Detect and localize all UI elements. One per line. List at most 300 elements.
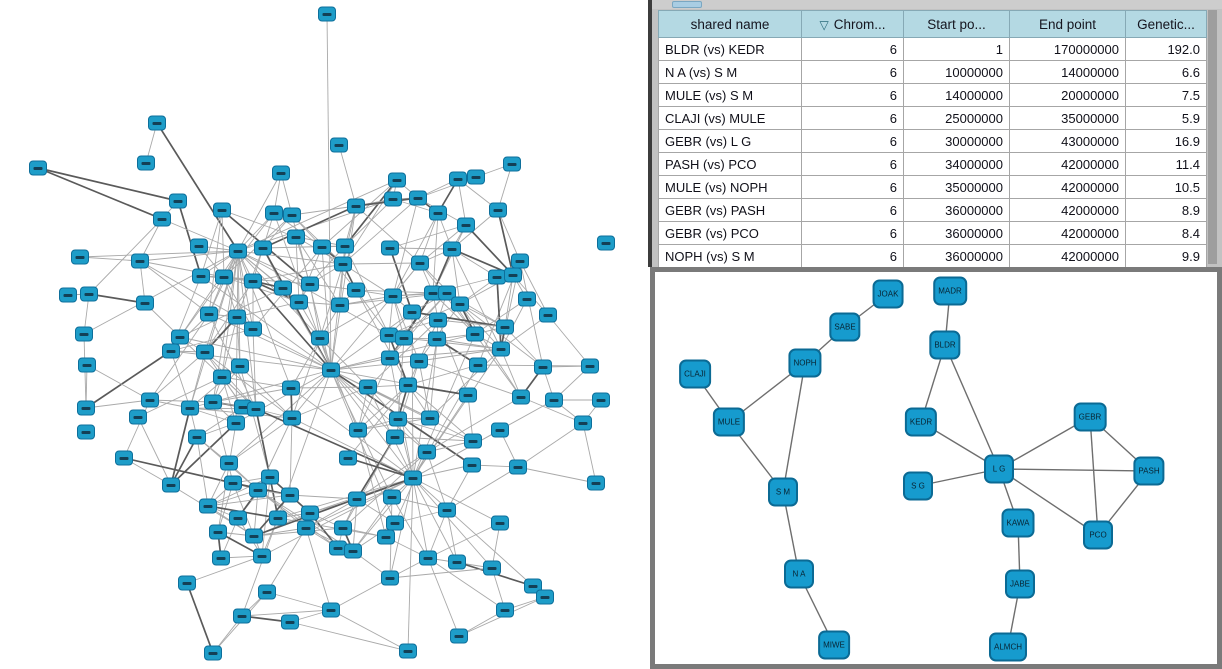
network-node[interactable] bbox=[318, 7, 336, 22]
node-label-smudge bbox=[344, 457, 353, 460]
network-node[interactable] bbox=[196, 345, 214, 360]
network-node[interactable] bbox=[539, 308, 557, 323]
node-label-smudge bbox=[220, 276, 229, 279]
node-label-smudge bbox=[501, 326, 510, 329]
network-node[interactable] bbox=[334, 257, 352, 272]
column-header-end-point[interactable] bbox=[1010, 11, 1126, 38]
network-node[interactable] bbox=[115, 451, 133, 466]
network-node[interactable] bbox=[404, 471, 422, 486]
network-node[interactable] bbox=[78, 358, 96, 373]
network-node[interactable] bbox=[269, 511, 287, 526]
network-node[interactable] bbox=[451, 297, 469, 312]
table-cell[interactable]: 6 bbox=[802, 84, 904, 107]
network-node[interactable] bbox=[587, 476, 605, 491]
network-node[interactable] bbox=[469, 358, 487, 373]
network-node[interactable] bbox=[129, 410, 147, 425]
node-label-smudge bbox=[286, 621, 295, 624]
network-node[interactable] bbox=[419, 551, 437, 566]
network-node[interactable] bbox=[450, 629, 468, 644]
network-node[interactable] bbox=[322, 363, 340, 378]
table-cell[interactable]: 6 bbox=[802, 38, 904, 61]
column-header-shared-name[interactable] bbox=[659, 11, 802, 38]
node-label-smudge bbox=[474, 364, 483, 367]
network-node[interactable] bbox=[386, 516, 404, 531]
horizontal-scrollbar[interactable] bbox=[652, 0, 1222, 9]
network-node[interactable] bbox=[496, 603, 514, 618]
node-label-smudge bbox=[158, 218, 167, 221]
network-node[interactable] bbox=[421, 411, 439, 426]
network-node[interactable] bbox=[181, 401, 199, 416]
network-node[interactable] bbox=[245, 529, 263, 544]
network-node[interactable] bbox=[381, 571, 399, 586]
table-cell[interactable]: 6 bbox=[802, 107, 904, 130]
network-node[interactable] bbox=[597, 236, 615, 251]
table-cell[interactable]: 6 bbox=[802, 222, 904, 245]
table-cell[interactable]: N A (vs) S M bbox=[659, 61, 802, 84]
network-node[interactable] bbox=[511, 254, 529, 269]
node-s-m[interactable] bbox=[768, 478, 798, 507]
node-kedr[interactable] bbox=[905, 408, 937, 437]
network-node[interactable] bbox=[359, 380, 377, 395]
network-node[interactable] bbox=[171, 330, 189, 345]
table-cell[interactable]: 34000000 bbox=[904, 153, 1010, 176]
node-pco[interactable] bbox=[1083, 521, 1113, 550]
network-node[interactable] bbox=[200, 307, 218, 322]
network-node[interactable] bbox=[162, 344, 180, 359]
network-node[interactable] bbox=[297, 521, 315, 536]
table-cell[interactable]: PASH (vs) PCO bbox=[659, 153, 802, 176]
table-row[interactable] bbox=[659, 84, 1207, 107]
table-cell[interactable]: 11.4 bbox=[1126, 153, 1207, 176]
network-edge bbox=[290, 495, 357, 499]
node-label-smudge bbox=[352, 205, 361, 208]
horizontal-scrollbar-thumb[interactable] bbox=[672, 1, 702, 8]
node-n-a[interactable] bbox=[784, 560, 814, 589]
network-node[interactable] bbox=[301, 506, 319, 521]
node-label-smudge bbox=[288, 417, 297, 420]
network-node[interactable] bbox=[491, 516, 509, 531]
table-cell[interactable]: 25000000 bbox=[904, 107, 1010, 130]
table-cell[interactable]: 36000000 bbox=[904, 222, 1010, 245]
network-node[interactable] bbox=[459, 388, 477, 403]
node-label-smudge bbox=[249, 280, 258, 283]
table-cell[interactable]: 36000000 bbox=[904, 245, 1010, 268]
network-node[interactable] bbox=[411, 256, 429, 271]
network-node[interactable] bbox=[381, 351, 399, 366]
network-node[interactable] bbox=[283, 208, 301, 223]
network-node[interactable] bbox=[178, 576, 196, 591]
network-node[interactable] bbox=[213, 203, 231, 218]
network-node[interactable] bbox=[512, 390, 530, 405]
table-row[interactable] bbox=[659, 176, 1207, 199]
sub-network-panel bbox=[650, 267, 1222, 669]
network-edge bbox=[1090, 417, 1098, 535]
node-label-smudge bbox=[456, 303, 465, 306]
table-cell[interactable]: NOPH (vs) S M bbox=[659, 245, 802, 268]
network-node[interactable] bbox=[213, 370, 231, 385]
table-cell[interactable]: GEBR (vs) PCO bbox=[659, 222, 802, 245]
table-cell[interactable]: 42000000 bbox=[1010, 199, 1126, 222]
network-node[interactable] bbox=[209, 525, 227, 540]
node-gebr[interactable] bbox=[1074, 403, 1107, 432]
network-node[interactable] bbox=[265, 206, 283, 221]
network-node[interactable] bbox=[428, 332, 446, 347]
node-sabe[interactable] bbox=[829, 313, 860, 342]
network-node[interactable] bbox=[348, 492, 366, 507]
network-node[interactable] bbox=[192, 269, 210, 284]
network-node[interactable] bbox=[347, 283, 365, 298]
network-node[interactable] bbox=[148, 116, 166, 131]
table-cell[interactable]: 42000000 bbox=[1010, 222, 1126, 245]
network-node[interactable] bbox=[395, 331, 413, 346]
network-edge bbox=[339, 145, 356, 206]
network-node[interactable] bbox=[228, 310, 246, 325]
table-cell[interactable]: 35000000 bbox=[1010, 107, 1126, 130]
node-label: S G bbox=[911, 481, 925, 490]
node-label-smudge bbox=[183, 582, 192, 585]
node-label-smudge bbox=[400, 337, 409, 340]
node-almch[interactable] bbox=[989, 633, 1027, 662]
network-node[interactable] bbox=[71, 250, 89, 265]
node-label: ALMCH bbox=[993, 642, 1023, 651]
table-cell[interactable]: 170000000 bbox=[1010, 38, 1126, 61]
network-edge bbox=[999, 469, 1149, 471]
node-label: BLDR bbox=[934, 340, 956, 349]
network-node[interactable] bbox=[220, 456, 238, 471]
table-row[interactable] bbox=[659, 61, 1207, 84]
network-node[interactable] bbox=[190, 239, 208, 254]
network-node[interactable] bbox=[153, 212, 171, 227]
network-node[interactable] bbox=[466, 327, 484, 342]
node-label-smudge bbox=[233, 316, 242, 319]
network-node[interactable] bbox=[339, 451, 357, 466]
network-node[interactable] bbox=[384, 192, 402, 207]
network-node[interactable] bbox=[503, 157, 521, 172]
network-node[interactable] bbox=[274, 281, 292, 296]
table-cell[interactable]: MULE (vs) S M bbox=[659, 84, 802, 107]
network-node[interactable] bbox=[545, 393, 563, 408]
network-edge bbox=[583, 423, 596, 483]
network-node[interactable] bbox=[592, 393, 610, 408]
node-pash[interactable] bbox=[1133, 457, 1164, 486]
node-label-smudge bbox=[339, 527, 348, 530]
network-node[interactable] bbox=[322, 603, 340, 618]
network-node[interactable] bbox=[483, 561, 501, 576]
network-node[interactable] bbox=[330, 138, 348, 153]
network-node[interactable] bbox=[410, 354, 428, 369]
network-node[interactable] bbox=[384, 289, 402, 304]
table-cell[interactable]: 43000000 bbox=[1010, 130, 1126, 153]
table-row[interactable] bbox=[659, 222, 1207, 245]
node-claji[interactable] bbox=[679, 360, 711, 389]
network-node[interactable] bbox=[463, 458, 481, 473]
column-header-start-po[interactable] bbox=[904, 11, 1010, 38]
network-node[interactable] bbox=[253, 549, 271, 564]
network-node[interactable] bbox=[204, 395, 222, 410]
filter-icon[interactable]: ▽ bbox=[819, 17, 829, 32]
table-cell[interactable]: 42000000 bbox=[1010, 176, 1126, 199]
network-node[interactable] bbox=[137, 156, 155, 171]
table-row[interactable] bbox=[659, 153, 1207, 176]
node-label-smudge bbox=[295, 301, 304, 304]
network-node[interactable] bbox=[449, 172, 467, 187]
table-cell[interactable]: MULE (vs) NOPH bbox=[659, 176, 802, 199]
network-node[interactable] bbox=[377, 530, 395, 545]
network-node[interactable] bbox=[409, 191, 427, 206]
node-label-smudge bbox=[433, 338, 442, 341]
table-cell[interactable]: 7.5 bbox=[1126, 84, 1207, 107]
network-node[interactable] bbox=[496, 320, 514, 335]
node-madr[interactable] bbox=[933, 277, 967, 306]
node-s-g[interactable] bbox=[903, 472, 933, 501]
table-cell[interactable]: 14000000 bbox=[1010, 61, 1126, 84]
network-node[interactable] bbox=[272, 166, 290, 181]
table-row[interactable] bbox=[659, 38, 1207, 61]
network-node[interactable] bbox=[429, 313, 447, 328]
network-node[interactable] bbox=[509, 460, 527, 475]
table-cell[interactable]: 16.9 bbox=[1126, 130, 1207, 153]
network-edge bbox=[358, 430, 386, 537]
network-node[interactable] bbox=[331, 298, 349, 313]
network-node[interactable] bbox=[244, 322, 262, 337]
network-node[interactable] bbox=[162, 478, 180, 493]
table-cell[interactable]: 14000000 bbox=[904, 84, 1010, 107]
node-label-smudge bbox=[234, 517, 243, 520]
node-label-smudge bbox=[167, 484, 176, 487]
node-label-smudge bbox=[541, 596, 550, 599]
network-node[interactable] bbox=[418, 445, 436, 460]
network-node[interactable] bbox=[489, 203, 507, 218]
network-node[interactable] bbox=[254, 241, 272, 256]
node-label-smudge bbox=[404, 650, 413, 653]
node-label-smudge bbox=[443, 509, 452, 512]
node-label-smudge bbox=[258, 555, 267, 558]
network-edge bbox=[322, 180, 397, 247]
network-edge bbox=[222, 210, 224, 277]
node-kawa[interactable] bbox=[1002, 509, 1035, 538]
node-joak[interactable] bbox=[873, 280, 904, 309]
network-node[interactable] bbox=[438, 503, 456, 518]
network-edge bbox=[428, 523, 500, 558]
network-node[interactable] bbox=[287, 230, 305, 245]
node-label: JABE bbox=[1009, 579, 1031, 588]
network-node[interactable] bbox=[231, 359, 249, 374]
network-node[interactable] bbox=[429, 206, 447, 221]
node-label-smudge bbox=[120, 457, 129, 460]
network-node[interactable] bbox=[141, 393, 159, 408]
node-label-smudge bbox=[83, 364, 92, 367]
table-cell[interactable]: CLAJI (vs) MULE bbox=[659, 107, 802, 130]
table-cell[interactable]: 8.4 bbox=[1126, 222, 1207, 245]
network-node[interactable] bbox=[492, 342, 510, 357]
network-node[interactable] bbox=[443, 242, 461, 257]
table-cell[interactable]: 36000000 bbox=[904, 199, 1010, 222]
table-row[interactable] bbox=[659, 245, 1207, 268]
node-l-g[interactable] bbox=[984, 455, 1014, 484]
network-node[interactable] bbox=[188, 430, 206, 445]
network-node[interactable] bbox=[399, 644, 417, 659]
network-node[interactable] bbox=[281, 615, 299, 630]
node-label-smudge bbox=[448, 248, 457, 251]
network-node[interactable] bbox=[336, 239, 354, 254]
network-node[interactable] bbox=[536, 590, 554, 605]
network-node[interactable] bbox=[491, 423, 509, 438]
node-label-smudge bbox=[586, 365, 595, 368]
edge-attribute-table-panel bbox=[648, 0, 1222, 267]
table-cell[interactable]: 6.6 bbox=[1126, 61, 1207, 84]
table-cell[interactable]: 8.9 bbox=[1126, 199, 1207, 222]
network-node[interactable] bbox=[457, 218, 475, 233]
network-edge bbox=[447, 467, 518, 510]
network-edge bbox=[187, 583, 213, 653]
network-node[interactable] bbox=[169, 194, 187, 209]
network-node[interactable] bbox=[389, 412, 407, 427]
node-label: KAWA bbox=[1006, 518, 1030, 527]
node-label-smudge bbox=[389, 295, 398, 298]
network-edge bbox=[413, 478, 500, 523]
node-label-smudge bbox=[494, 209, 503, 212]
network-node[interactable] bbox=[581, 359, 599, 374]
network-edge bbox=[408, 478, 413, 651]
network-node[interactable] bbox=[227, 416, 245, 431]
network-node[interactable] bbox=[199, 499, 217, 514]
network-edge bbox=[343, 263, 420, 264]
table-cell[interactable]: 10.5 bbox=[1126, 176, 1207, 199]
table-cell[interactable]: 192.0 bbox=[1126, 38, 1207, 61]
table-cell[interactable]: 6 bbox=[802, 153, 904, 176]
network-node[interactable] bbox=[229, 511, 247, 526]
network-node[interactable] bbox=[311, 331, 329, 346]
network-node[interactable] bbox=[77, 425, 95, 440]
table-cell[interactable]: 35000000 bbox=[904, 176, 1010, 199]
node-label-smudge bbox=[389, 198, 398, 201]
table-cell[interactable]: 6 bbox=[802, 199, 904, 222]
node-label-smudge bbox=[404, 384, 413, 387]
table-cell[interactable]: GEBR (vs) PASH bbox=[659, 199, 802, 222]
column-header-genetic[interactable] bbox=[1126, 11, 1207, 38]
table-cell[interactable]: 10000000 bbox=[904, 61, 1010, 84]
network-node[interactable] bbox=[381, 241, 399, 256]
network-node[interactable] bbox=[212, 551, 230, 566]
network-node[interactable] bbox=[448, 555, 466, 570]
table-cell[interactable]: 1 bbox=[904, 38, 1010, 61]
table-cell[interactable]: 30000000 bbox=[904, 130, 1010, 153]
network-node[interactable] bbox=[229, 244, 247, 259]
table-cell[interactable]: GEBR (vs) L G bbox=[659, 130, 802, 153]
node-label-smudge bbox=[453, 561, 462, 564]
network-node[interactable] bbox=[290, 295, 308, 310]
node-label-smudge bbox=[508, 163, 517, 166]
table-row[interactable] bbox=[659, 107, 1207, 130]
node-label-smudge bbox=[469, 440, 478, 443]
network-node[interactable] bbox=[215, 270, 233, 285]
network-edge bbox=[497, 277, 501, 349]
network-node[interactable] bbox=[313, 240, 331, 255]
network-node[interactable] bbox=[233, 609, 251, 624]
network-edge bbox=[428, 558, 459, 636]
network-node[interactable] bbox=[504, 268, 522, 283]
network-node[interactable] bbox=[383, 490, 401, 505]
node-bldr[interactable] bbox=[929, 331, 960, 360]
node-label-smudge bbox=[217, 557, 226, 560]
table-header-row bbox=[659, 11, 1207, 38]
network-node[interactable] bbox=[534, 360, 552, 375]
network-node[interactable] bbox=[249, 483, 267, 498]
network-node[interactable] bbox=[247, 402, 265, 417]
node-label-smudge bbox=[64, 294, 73, 297]
table-cell[interactable]: 20000000 bbox=[1010, 84, 1126, 107]
network-node[interactable] bbox=[301, 277, 319, 292]
table-cell[interactable]: 42000000 bbox=[1010, 153, 1126, 176]
node-label-smudge bbox=[316, 337, 325, 340]
table-row[interactable] bbox=[659, 130, 1207, 153]
network-node[interactable] bbox=[281, 488, 299, 503]
table-cell[interactable]: 6 bbox=[802, 176, 904, 199]
network-node[interactable] bbox=[467, 170, 485, 185]
node-noph[interactable] bbox=[788, 349, 821, 378]
node-label-smudge bbox=[516, 260, 525, 263]
network-edge bbox=[256, 409, 270, 477]
network-node[interactable] bbox=[282, 381, 300, 396]
node-mule[interactable] bbox=[713, 408, 745, 437]
node-label-smudge bbox=[327, 369, 336, 372]
vertical-scrollbar[interactable] bbox=[1208, 10, 1217, 264]
network-node[interactable] bbox=[136, 296, 154, 311]
network-node[interactable] bbox=[77, 401, 95, 416]
table-cell[interactable]: BLDR (vs) KEDR bbox=[659, 38, 802, 61]
network-node[interactable] bbox=[403, 305, 421, 320]
table-cell[interactable]: 6 bbox=[802, 61, 904, 84]
network-node[interactable] bbox=[388, 173, 406, 188]
network-node[interactable] bbox=[258, 585, 276, 600]
table-cell[interactable]: 6 bbox=[802, 245, 904, 268]
network-node[interactable] bbox=[574, 416, 592, 431]
network-node[interactable] bbox=[386, 430, 404, 445]
node-label-smudge bbox=[514, 466, 523, 469]
table-cell[interactable]: 42000000 bbox=[1010, 245, 1126, 268]
node-miwe[interactable] bbox=[818, 631, 850, 660]
table-cell[interactable]: 5.9 bbox=[1126, 107, 1207, 130]
sub-network-view[interactable] bbox=[655, 272, 1217, 664]
network-node[interactable] bbox=[80, 287, 98, 302]
network-node[interactable] bbox=[399, 378, 417, 393]
node-label-smudge bbox=[497, 348, 506, 351]
network-edge bbox=[157, 123, 238, 251]
network-node[interactable] bbox=[283, 411, 301, 426]
network-node[interactable] bbox=[29, 161, 47, 176]
network-node[interactable] bbox=[344, 544, 362, 559]
column-header-chrom[interactable] bbox=[802, 11, 904, 38]
node-label-smudge bbox=[234, 250, 243, 253]
network-node[interactable] bbox=[75, 327, 93, 342]
network-node[interactable] bbox=[59, 288, 77, 303]
node-label-smudge bbox=[153, 122, 162, 125]
table-cell[interactable]: 6 bbox=[802, 130, 904, 153]
node-jabe[interactable] bbox=[1005, 570, 1035, 599]
table-cell[interactable]: 9.9 bbox=[1126, 245, 1207, 268]
network-node[interactable] bbox=[518, 292, 536, 307]
network-node[interactable] bbox=[464, 434, 482, 449]
network-node[interactable] bbox=[349, 423, 367, 438]
network-node[interactable] bbox=[347, 199, 365, 214]
network-node[interactable] bbox=[334, 521, 352, 536]
network-node[interactable] bbox=[204, 646, 222, 661]
network-node[interactable] bbox=[131, 254, 149, 269]
network-node[interactable] bbox=[244, 274, 262, 289]
table-row[interactable] bbox=[659, 199, 1207, 222]
network-edge bbox=[171, 408, 190, 485]
network-node[interactable] bbox=[224, 476, 242, 491]
